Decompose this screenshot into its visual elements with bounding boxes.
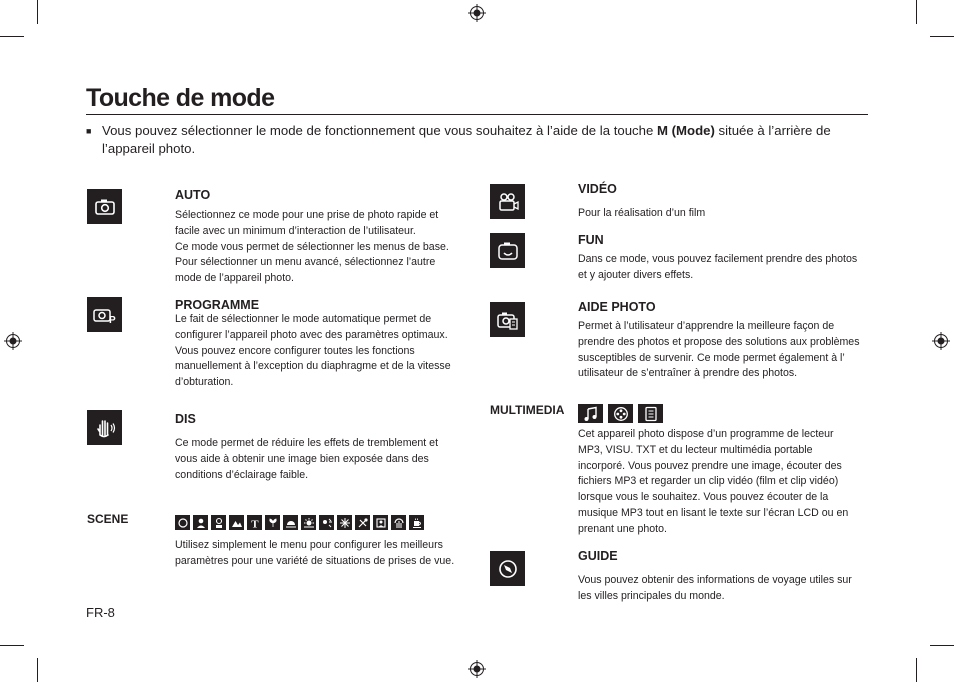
mode-description-programme: Le fait de sélectionner le mode automatique permet de configurer l’appareil photo avec des paramètres optimaux. Vous pouvez encore configurer toutes les fonctions manuellement à l’exception du diaphragme et de la vitesse d’obturation. — [175, 313, 451, 389]
text-icon — [247, 515, 262, 530]
beauty-shot-icon — [175, 515, 190, 530]
multimedia-label: MULTIMEDIA — [490, 403, 565, 417]
movie-camera-icon — [490, 184, 525, 219]
cafe-icon — [409, 515, 424, 530]
fun-smile-icon — [490, 233, 525, 268]
mode-heading-fun: FUN — [578, 233, 604, 247]
landscape-icon — [229, 515, 244, 530]
mode-description-video: Pour la réalisation d’un film — [578, 207, 706, 219]
registration-mark-icon — [468, 660, 486, 678]
mode-heading-auto: AUTO — [175, 188, 211, 202]
crop-mark — [0, 645, 24, 646]
mode-heading-programme: PROGRAMME — [175, 298, 260, 312]
crop-mark — [37, 658, 38, 682]
photo-help-icon — [490, 302, 525, 337]
svg-text:T: T — [250, 518, 259, 529]
dawn-icon — [301, 515, 316, 530]
food-icon — [391, 515, 406, 530]
mode-description-guide: Vous pouvez obtenir des informations de voyage utiles sur les villes principales du monde. — [578, 574, 852, 602]
children-icon — [211, 515, 226, 530]
title-rule — [86, 114, 868, 115]
mode-description-auto: Sélectionnez ce mode pour une prise de photo rapide et facile avec un minimum d’interaction de l’utilisateur. Ce mode vous permet de sélectionner les menus de base. Pour sélectionner un menu avancé, sélectionnez l’autre mode de l’appareil photo. — [175, 209, 449, 285]
intro-key-name: M (Mode) — [656, 123, 715, 138]
crop-mark — [930, 645, 954, 646]
mode-heading-dis: DIS — [175, 412, 196, 426]
crop-mark — [0, 36, 24, 37]
svg-text:P: P — [108, 314, 116, 326]
crop-mark — [37, 0, 38, 24]
sunset-icon — [283, 515, 298, 530]
beach-snow-icon — [355, 515, 370, 530]
intro-text: située à l’arrière de l’appareil photo. — [102, 123, 831, 156]
camera-icon — [87, 189, 122, 224]
self-shot-icon — [373, 515, 388, 530]
intro-text: Vous pouvez sélectionner le mode de fonctionnement que vous souhaitez à l’aide de la touche — [102, 123, 657, 138]
scene-label: SCENE — [87, 512, 129, 526]
crop-mark — [916, 0, 917, 24]
close-up-icon — [265, 515, 280, 530]
dis-hand-icon — [87, 410, 122, 445]
camera-program-icon — [87, 297, 122, 332]
mode-heading-video: VIDÉO — [578, 182, 617, 196]
mode-heading-aide-photo: AIDE PHOTO — [578, 300, 656, 314]
scene-description: Utilisez simplement le menu pour configurer les meilleurs paramètres pour une variété de situations de prises de vue. — [175, 539, 455, 567]
bullet-icon: ■ — [86, 126, 92, 136]
mode-description-dis: Ce mode permet de réduire les effets de tremblement et vous aide à obtenir une image bien exposée dans des conditions d’éclairage faible. — [175, 437, 439, 481]
registration-mark-icon — [4, 332, 22, 350]
mode-description-aide-photo: Permet à l’utilisateur d’apprendre la meilleure façon de prendre des photos et propose des solutions aux problèmes susceptibles de survenir. Ce mode permet également à l’ utilisateur de s’entraîner à prendre des photos. — [578, 320, 860, 380]
music-note-icon — [578, 404, 603, 423]
text-viewer-icon — [638, 404, 663, 423]
page-number: FR-8 — [86, 605, 115, 620]
backlight-icon — [319, 515, 334, 530]
mode-heading-guide: GUIDE — [578, 549, 618, 563]
compass-icon — [490, 551, 525, 586]
crop-mark — [916, 658, 917, 682]
crop-mark — [930, 36, 954, 37]
mode-description-fun: Dans ce mode, vous pouvez facilement prendre des photos et y ajouter divers effets. — [578, 253, 858, 281]
page-title: Touche de mode — [86, 84, 275, 112]
multimedia-description: Cet appareil photo dispose d’un programme de lecteur MP3, VISU. TXT et du lecteur multimédia portable incorporé. Vous pouvez prendre une image, écouter des fichiers MP3 et regarder un clip vidéo (film et clip vidéo) lorsque vous le souhaitez. Vous pouvez écouter de la musique MP3 tout en lisant le texte sur l’écran LCD ou en prenant une photo. — [578, 428, 849, 535]
registration-mark-icon — [468, 4, 486, 22]
film-reel-icon — [608, 404, 633, 423]
firework-icon — [337, 515, 352, 530]
registration-mark-icon — [932, 332, 950, 350]
portrait-icon — [193, 515, 208, 530]
